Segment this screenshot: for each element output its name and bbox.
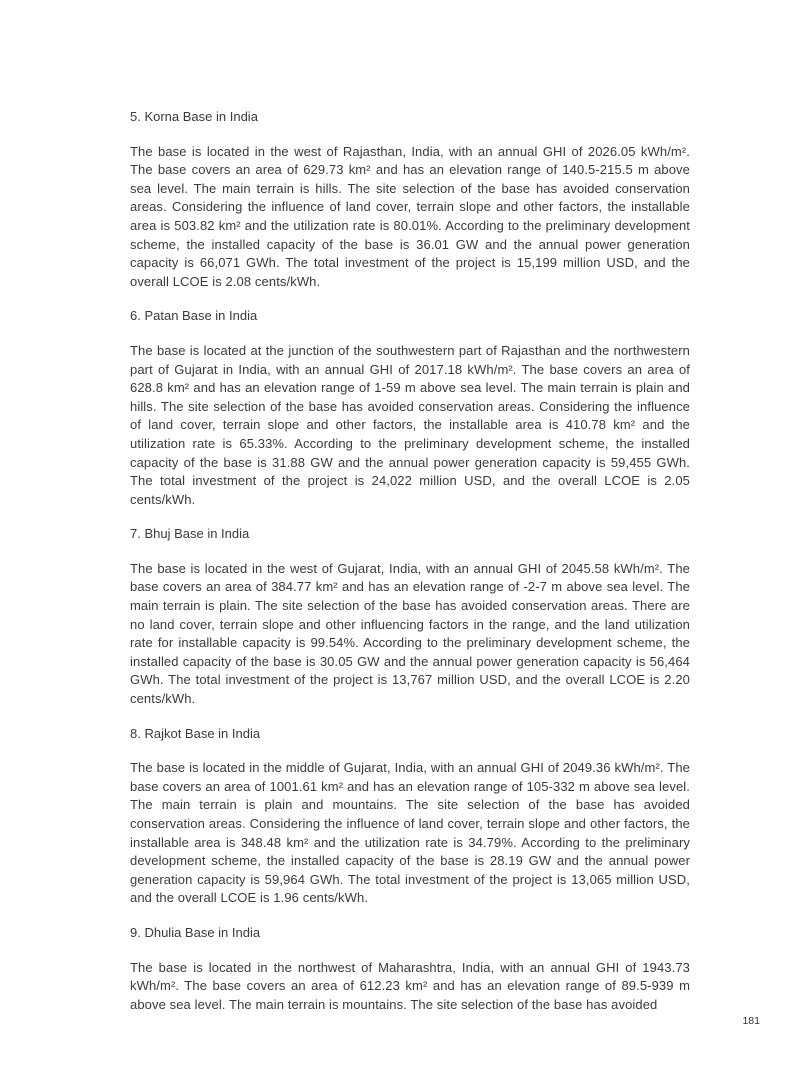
section-bhuj-base [130,525,690,708]
section-paragraph: The base is located in the west of Rajasthan, India, with an annual GHI of 2026.05 kWh/m². The base covers an area of 629.73 km² and has an elevation range of 140.5-215.5 m above sea level. The main terrain is hills. The site selection of the base has avoided conservation areas. Considering the influence of land cover, terrain slope and other factors, the installable area is 503.82 km² and the utilization rate is 80.01%. According to the preliminary development scheme, the installed capacity of the base is 36.01 GW and the annual power generation capacity is 66,071 GWh. The total investment of the project is 15,199 million USD, and the overall LCOE is 2.08 cents/kWh. [130,143,690,289]
document-body [130,108,690,1014]
section-paragraph: The base is located in the middle of Gujarat, India, with an annual GHI of 2049.36 kWh/m². The base covers an area of 1001.61 km² and has an elevation range of 105-332 m above sea level. The main terrain is plain and mountains. The site selection of the base has avoided conservation areas. Considering the influence of land cover, terrain slope and other factors, the installable area is 348.48 km² and the utilization rate is 34.79%. According to the preliminary development scheme, the installed capacity of the base is 28.19 GW and the annual power generation capacity is 59,964 GWh. The total investment of the project is 13,065 million USD, and the overall LCOE is 1.96 cents/kWh. [130,760,690,906]
section-rajkot-base [130,725,690,908]
section-paragraph: The base is located in the west of Gujarat, India, with an annual GHI of 2045.58 kWh/m². The base covers an area of 384.77 km² and has an elevation range of -2-7 m above sea level. The main terrain is plain. The site selection of the base has avoided conservation areas. There are no land cover, terrain slope and other influencing factors in the range, and the land utilization rate for installable capacity is 99.54%. According to the preliminary development scheme, the installed capacity of the base is 30.05 GW and the annual power generation capacity is 56,464 GWh. The total investment of the project is 13,767 million USD, and the overall LCOE is 2.20 cents/kWh. [130,560,690,707]
page-number: 181 [742,1015,760,1027]
section-dhulia-base [130,924,690,1014]
section-heading: 6. Patan Base in India [130,308,258,324]
section-heading: 7. Bhuj Base in India [130,526,250,542]
section-heading: 9. Dhulia Base in India [130,924,261,940]
section-heading: 8. Rajkot Base in India [130,725,261,741]
section-heading: 5. Korna Base in India [130,109,258,124]
section-paragraph: The base is located in the northwest of Maharashtra, India, with an annual GHI of 1943.73 kWh/m². The base covers an area of 612.23 km² and has an elevation range of 89.5-939 m above sea level. The main terrain is mountains. The site selection of the base has avoided [130,959,690,1012]
section-paragraph: The base is located at the junction of the southwestern part of Rajasthan and the northwestern part of Gujarat in India, with an annual GHI of 2017.18 kWh/m². The base covers an area of 628.8 km² and has an elevation range of 1-59 m above sea level. The main terrain is plain and hills. The site selection of the base has avoided conservation areas. Considering the influence of land cover, terrain slope and other factors, the installable area is 410.78 km² and the utilization rate is 65.33%. According to the preliminary development scheme, the installed capacity of the base is 31.88 GW and the annual power generation capacity is 59,455 GWh. The total investment of the project is 24,022 million USD, and the overall LCOE is 2.05 cents/kWh. [130,342,690,507]
section-korna-base [130,108,690,291]
section-patan-base [130,307,690,509]
